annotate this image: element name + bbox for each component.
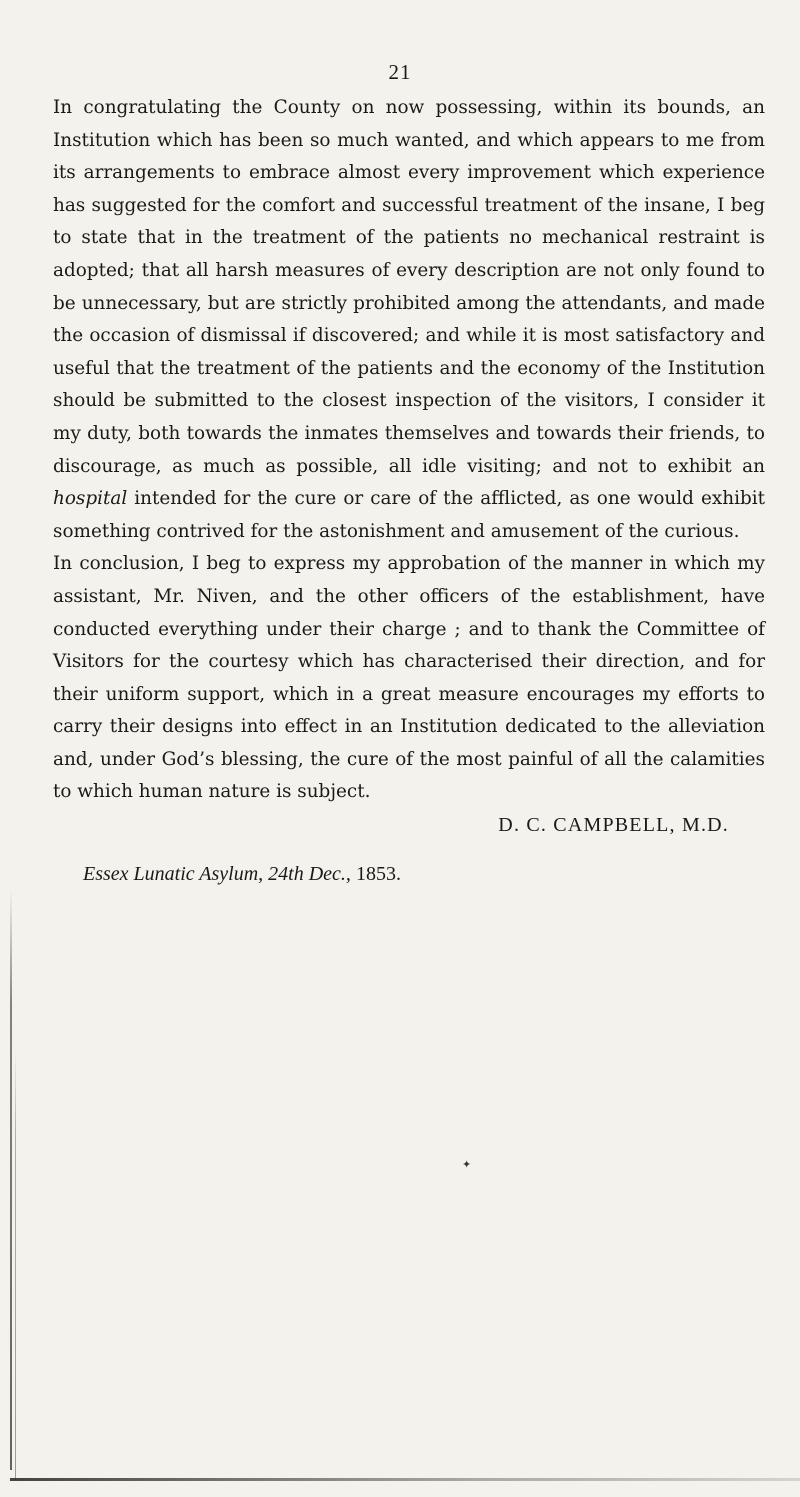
paragraph-conclusion-text: In conclusion, I beg to express my approbation of the manner in which my assistant, Mr. Niven, and the other officers of the establishment, have conducted everything under their charge ; and to thank the Committee of Visitors for the courtesy which has characterised their direction, and for their uniform support, which in a great measure encourages my efforts to carry their designs into effect in an Institution dedicated to the alleviation and, under God’s blessing, the cure of the most painful of all the calamities to which human nature is subject.	[53, 553, 765, 803]
emphasis-hospital: hospital	[53, 488, 128, 510]
ink-speck: ✦	[462, 1158, 472, 1171]
signature: D. C. CAMPBELL, M.D.	[498, 814, 729, 837]
binding-edge-shadow	[10, 890, 12, 1470]
report-body	[53, 92, 765, 890]
paragraph-conclusion	[53, 548, 765, 809]
dateline	[53, 858, 765, 891]
paragraph-congratulations-text-after: intended for the cure or care of the afflicted, as one would exhibit something contrived for the astonishment and amusement of the curious.	[53, 488, 765, 542]
paragraph-congratulations	[53, 92, 765, 548]
dateline-year: 1853.	[355, 862, 401, 885]
dateline-place: Essex Lunatic Asylum,	[83, 862, 264, 885]
paragraph-congratulations-text-before: In congratulating the County on now possessing, within its bounds, an Institution which has been so much wanted, and which appears to me from its arrangements to embrace almost every improvement which experience has suggested for the comfort and successful treatment of the insane, I beg to state that in the treatment of the patients no mechanical restraint is adopted; that all harsh measures of every description are not only found to be unnecessary, but are strictly prohibited among the attendants, and made the occasion of dismissal if discovered; and while it is most satisfactory and useful that the treatment of the patients and the economy of the Institution should be submitted to the closest inspection of the visitors, I consider it my duty, both towards the inmates themselves and towards their friends, to discourage, as much as possible, all idle visiting; and not to exhibit an	[53, 97, 765, 477]
binding-edge-shadow-inner	[15, 1050, 16, 1480]
dateline-date: 24th Dec.,	[268, 862, 351, 885]
page-number: 21	[388, 60, 412, 84]
page-bottom-edge	[10, 1478, 800, 1481]
